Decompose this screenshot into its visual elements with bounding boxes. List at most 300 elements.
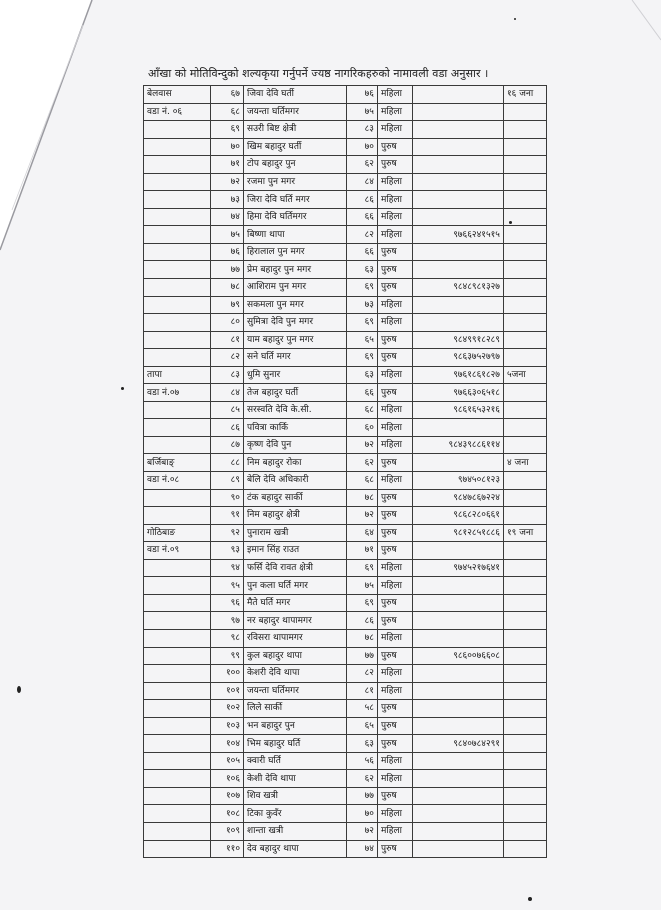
ward-cell	[144, 138, 211, 156]
ward-cell	[144, 787, 211, 805]
age-cell: ७७	[347, 647, 378, 665]
ward-cell	[144, 349, 211, 367]
name-cell: सरस्वति देवि के.सी.	[244, 401, 347, 419]
ward-total-cell	[504, 243, 547, 261]
age-cell: ७७	[347, 787, 378, 805]
name-cell: टिका कुवँर	[244, 805, 347, 823]
serial-number-cell: १०३	[211, 717, 244, 735]
name-cell: केशी देवि थापा	[244, 770, 347, 788]
name-cell: क्वारी घर्ति	[244, 752, 347, 770]
gender-cell: महिला	[378, 436, 413, 454]
gender-cell: पुरुष	[378, 787, 413, 805]
serial-number-cell: ९७	[211, 612, 244, 630]
ward-cell	[144, 700, 211, 718]
gender-cell: महिला	[378, 665, 413, 683]
ward-cell	[144, 594, 211, 612]
gender-cell: महिला	[378, 419, 413, 437]
age-cell: ६६	[347, 208, 378, 226]
name-cell: कुल बहादुर थापा	[244, 647, 347, 665]
serial-number-cell: ८०	[211, 314, 244, 332]
phone-cell: ९८६३७५२७९७	[413, 349, 504, 367]
gender-cell: पुरुष	[378, 507, 413, 525]
ward-total-cell	[504, 103, 547, 121]
ward-cell	[144, 296, 211, 314]
ward-cell: वडा नं.०८	[144, 472, 211, 490]
table-row	[144, 173, 547, 191]
phone-cell: ९८१२८५१८८६	[413, 524, 504, 542]
scan-speck	[121, 387, 124, 390]
table-row	[144, 524, 547, 542]
table-row	[144, 717, 547, 735]
ward-total-cell	[504, 717, 547, 735]
phone-cell: ९७६६२४१५१५	[413, 226, 504, 244]
phone-cell	[413, 542, 504, 560]
table-row	[144, 735, 547, 753]
name-cell: जिरा देवि घर्ति मगर	[244, 191, 347, 209]
serial-number-cell: १०२	[211, 700, 244, 718]
phone-cell: ९८४७८६७२२४	[413, 489, 504, 507]
age-cell: ७१	[347, 542, 378, 560]
phone-cell	[413, 629, 504, 647]
ward-total-cell	[504, 384, 547, 402]
name-cell: धुमि सुनार	[244, 366, 347, 384]
phone-cell: ९७४५०८१२३	[413, 472, 504, 490]
gender-cell: महिला	[378, 822, 413, 840]
ward-cell: गोठिबाङ	[144, 524, 211, 542]
ward-cell	[144, 805, 211, 823]
ward-total-cell	[504, 787, 547, 805]
age-cell: ८४	[347, 173, 378, 191]
serial-number-cell: ६७	[211, 86, 244, 104]
serial-number-cell: ९९	[211, 647, 244, 665]
phone-cell	[413, 86, 504, 104]
ward-cell	[144, 226, 211, 244]
ward-cell	[144, 612, 211, 630]
serial-number-cell: ९४	[211, 559, 244, 577]
phone-cell	[413, 577, 504, 595]
serial-number-cell: ८३	[211, 366, 244, 384]
gender-cell: महिला	[378, 770, 413, 788]
ward-cell	[144, 436, 211, 454]
age-cell: ५६	[347, 752, 378, 770]
serial-number-cell: ७६	[211, 243, 244, 261]
ward-total-cell	[504, 261, 547, 279]
age-cell: ७२	[347, 507, 378, 525]
gender-cell: पुरुष	[378, 647, 413, 665]
gender-cell: महिला	[378, 559, 413, 577]
age-cell: ६६	[347, 384, 378, 402]
serial-number-cell: ८७	[211, 436, 244, 454]
table-row	[144, 840, 547, 858]
age-cell: ५८	[347, 700, 378, 718]
table-row	[144, 208, 547, 226]
ward-total-cell	[504, 647, 547, 665]
ward-cell	[144, 629, 211, 647]
ward-total-cell	[504, 296, 547, 314]
table-row	[144, 191, 547, 209]
phone-cell	[413, 665, 504, 683]
age-cell: ६६	[347, 243, 378, 261]
age-cell: ६२	[347, 156, 378, 174]
name-cell: सउरी बिष्ट क्षेत्री	[244, 121, 347, 139]
table-row	[144, 770, 547, 788]
age-cell: ६९	[347, 279, 378, 297]
serial-number-cell: ७२	[211, 173, 244, 191]
ward-total-cell: १६ जना	[504, 86, 547, 104]
gender-cell: पुरुष	[378, 349, 413, 367]
serial-number-cell: ९६	[211, 594, 244, 612]
phone-cell	[413, 682, 504, 700]
age-cell: ६३	[347, 261, 378, 279]
table-row	[144, 542, 547, 560]
age-cell: ८३	[347, 121, 378, 139]
roster-table	[143, 85, 547, 858]
ward-cell	[144, 401, 211, 419]
roster-table-body	[144, 86, 547, 858]
phone-cell	[413, 717, 504, 735]
ward-cell	[144, 770, 211, 788]
table-row	[144, 138, 547, 156]
ward-cell	[144, 121, 211, 139]
table-row	[144, 156, 547, 174]
gender-cell: पुरुष	[378, 156, 413, 174]
name-cell: भन बहादुर पुन	[244, 717, 347, 735]
table-row	[144, 665, 547, 683]
ward-cell	[144, 279, 211, 297]
age-cell: ७४	[347, 840, 378, 858]
gender-cell: पुरुष	[378, 700, 413, 718]
phone-cell	[413, 594, 504, 612]
ward-cell	[144, 507, 211, 525]
name-cell: शिव खत्री	[244, 787, 347, 805]
name-cell: सने घर्ति मगर	[244, 349, 347, 367]
table-row	[144, 296, 547, 314]
serial-number-cell: ७८	[211, 279, 244, 297]
ward-cell	[144, 331, 211, 349]
ward-total-cell	[504, 121, 547, 139]
ward-total-cell: ५जना	[504, 366, 547, 384]
age-cell: ६५	[347, 331, 378, 349]
name-cell: सुमित्रा देवि पुन मगर	[244, 314, 347, 332]
gender-cell: पुरुष	[378, 279, 413, 297]
gender-cell: महिला	[378, 366, 413, 384]
phone-cell	[413, 752, 504, 770]
document-title: आँखा को मोतिविन्दुको शल्यकृया गर्नुपर्ने ज्यष्ठ नागरिकहरुको नामावली वडा अनुसार ।	[148, 67, 489, 80]
table-row	[144, 472, 547, 490]
serial-number-cell: १०६	[211, 770, 244, 788]
serial-number-cell: ९१	[211, 507, 244, 525]
age-cell: ६९	[347, 594, 378, 612]
ward-cell	[144, 489, 211, 507]
gender-cell: महिला	[378, 296, 413, 314]
age-cell: ७८	[347, 629, 378, 647]
table-row	[144, 822, 547, 840]
table-row	[144, 787, 547, 805]
serial-number-cell: ११०	[211, 840, 244, 858]
age-cell: ६२	[347, 454, 378, 472]
serial-number-cell: ८१	[211, 331, 244, 349]
phone-cell: ९८६००७६६०८	[413, 647, 504, 665]
serial-number-cell: १००	[211, 665, 244, 683]
table-row	[144, 594, 547, 612]
gender-cell: पुरुष	[378, 331, 413, 349]
ward-total-cell	[504, 822, 547, 840]
age-cell: ७८	[347, 489, 378, 507]
table-row	[144, 752, 547, 770]
ward-total-cell	[504, 226, 547, 244]
ward-cell	[144, 208, 211, 226]
phone-cell: ९७६६३०६५१८	[413, 384, 504, 402]
table-row	[144, 384, 547, 402]
age-cell: ७०	[347, 805, 378, 823]
table-row	[144, 226, 547, 244]
table-row	[144, 121, 547, 139]
name-cell: रजमा पुन मगर	[244, 173, 347, 191]
serial-number-cell: ७९	[211, 296, 244, 314]
serial-number-cell: ७३	[211, 191, 244, 209]
age-cell: ६०	[347, 419, 378, 437]
table-row	[144, 559, 547, 577]
ward-total-cell	[504, 752, 547, 770]
gender-cell: पुरुष	[378, 454, 413, 472]
name-cell: पुनाराम खत्री	[244, 524, 347, 542]
name-cell: शान्ता खत्री	[244, 822, 347, 840]
name-cell: कृष्ण देवि पुन	[244, 436, 347, 454]
phone-cell: ९८६८२८०६६१	[413, 507, 504, 525]
name-cell: हिरालाल पुन मगर	[244, 243, 347, 261]
age-cell: ८६	[347, 191, 378, 209]
phone-cell	[413, 156, 504, 174]
name-cell: फर्सि देवि रावत क्षेत्री	[244, 559, 347, 577]
name-cell: केशरी देवि थापा	[244, 665, 347, 683]
ward-cell	[144, 314, 211, 332]
ward-total-cell	[504, 138, 547, 156]
name-cell: जयन्ता घर्तिमगर	[244, 682, 347, 700]
name-cell: नर बहादुर थापामगर	[244, 612, 347, 630]
table-row	[144, 612, 547, 630]
ward-total-cell	[504, 279, 547, 297]
name-cell: निम बहादुर क्षेत्री	[244, 507, 347, 525]
age-cell: ६४	[347, 524, 378, 542]
serial-number-cell: ९२	[211, 524, 244, 542]
serial-number-cell: ८४	[211, 384, 244, 402]
table-row	[144, 647, 547, 665]
ward-cell: वडा नं. ०६	[144, 103, 211, 121]
age-cell: ६९	[347, 559, 378, 577]
table-row	[144, 279, 547, 297]
gender-cell: पुरुष	[378, 524, 413, 542]
age-cell: ८२	[347, 226, 378, 244]
name-cell: भिम बहादुर घर्ति	[244, 735, 347, 753]
table-row	[144, 454, 547, 472]
phone-cell	[413, 840, 504, 858]
name-cell: खिम बहादुर घर्ती	[244, 138, 347, 156]
table-row	[144, 419, 547, 437]
table-row	[144, 577, 547, 595]
gender-cell: पुरुष	[378, 243, 413, 261]
serial-number-cell: १०१	[211, 682, 244, 700]
table-row	[144, 86, 547, 104]
ward-total-cell	[504, 559, 547, 577]
phone-cell: ९८४८९८१३२७	[413, 279, 504, 297]
name-cell: प्रेम बहादुर पुन मगर	[244, 261, 347, 279]
serial-number-cell: १०९	[211, 822, 244, 840]
table-row	[144, 349, 547, 367]
ward-total-cell	[504, 770, 547, 788]
serial-number-cell: ७५	[211, 226, 244, 244]
table-row	[144, 401, 547, 419]
serial-number-cell: ९८	[211, 629, 244, 647]
phone-cell	[413, 261, 504, 279]
serial-number-cell: ७०	[211, 138, 244, 156]
phone-cell	[413, 822, 504, 840]
phone-cell	[413, 103, 504, 121]
serial-number-cell: ७४	[211, 208, 244, 226]
table-row	[144, 629, 547, 647]
gender-cell: महिला	[378, 226, 413, 244]
name-cell: जिवा देवि घर्ती	[244, 86, 347, 104]
ward-total-cell	[504, 577, 547, 595]
name-cell: देव बहादुर थापा	[244, 840, 347, 858]
phone-cell	[413, 787, 504, 805]
gender-cell: महिला	[378, 805, 413, 823]
table-row	[144, 700, 547, 718]
ward-total-cell	[504, 805, 547, 823]
gender-cell: महिला	[378, 103, 413, 121]
ward-cell	[144, 419, 211, 437]
age-cell: ६२	[347, 770, 378, 788]
gender-cell: महिला	[378, 191, 413, 209]
name-cell: टंक बहादुर सार्की	[244, 489, 347, 507]
ward-cell	[144, 647, 211, 665]
phone-cell	[413, 805, 504, 823]
ward-total-cell: १९ जना	[504, 524, 547, 542]
ward-total-cell	[504, 472, 547, 490]
phone-cell	[413, 419, 504, 437]
name-cell: बेलि देवि अधिकारी	[244, 472, 347, 490]
name-cell: रविसरा थापामगर	[244, 629, 347, 647]
name-cell: हिमा देवि घर्तिमगर	[244, 208, 347, 226]
phone-cell: ९८६१६५३२१६	[413, 401, 504, 419]
ward-total-cell	[504, 401, 547, 419]
ward-cell: वडा नं.०७	[144, 384, 211, 402]
ward-total-cell	[504, 507, 547, 525]
table-row	[144, 682, 547, 700]
scan-speck	[528, 897, 532, 901]
gender-cell: महिला	[378, 86, 413, 104]
gender-cell: पुरुष	[378, 594, 413, 612]
ward-total-cell	[504, 594, 547, 612]
ward-cell	[144, 191, 211, 209]
ward-total-cell	[504, 612, 547, 630]
serial-number-cell: ९५	[211, 577, 244, 595]
phone-cell	[413, 296, 504, 314]
age-cell: ६५	[347, 717, 378, 735]
name-cell: पवित्रा कार्कि	[244, 419, 347, 437]
gender-cell: महिला	[378, 314, 413, 332]
age-cell: ६९	[347, 314, 378, 332]
gender-cell: पुरुष	[378, 489, 413, 507]
age-cell: ७३	[347, 296, 378, 314]
phone-cell	[413, 243, 504, 261]
ward-total-cell	[504, 156, 547, 174]
gender-cell: पुरुष	[378, 261, 413, 279]
phone-cell	[413, 612, 504, 630]
age-cell: ८६	[347, 612, 378, 630]
gender-cell: पुरुष	[378, 542, 413, 560]
ward-total-cell	[504, 489, 547, 507]
name-cell: पुन कला घर्ति मगर	[244, 577, 347, 595]
ward-total-cell	[504, 629, 547, 647]
name-cell: बिष्णा थापा	[244, 226, 347, 244]
ward-total-cell	[504, 419, 547, 437]
age-cell: ६८	[347, 401, 378, 419]
ward-cell	[144, 682, 211, 700]
serial-number-cell: १०५	[211, 752, 244, 770]
phone-cell: ९८४३९८८६११४	[413, 436, 504, 454]
ward-total-cell	[504, 314, 547, 332]
scan-speck	[17, 686, 21, 693]
age-cell: ६८	[347, 472, 378, 490]
gender-cell: पुरुष	[378, 735, 413, 753]
scan-speck	[509, 221, 512, 224]
name-cell: मैते घर्ति मगर	[244, 594, 347, 612]
gender-cell: महिला	[378, 173, 413, 191]
ward-total-cell	[504, 840, 547, 858]
serial-number-cell: १०४	[211, 735, 244, 753]
serial-number-cell: ९३	[211, 542, 244, 560]
phone-cell	[413, 700, 504, 718]
gender-cell: पुरुष	[378, 138, 413, 156]
age-cell: ७२	[347, 436, 378, 454]
name-cell: लिले सार्की	[244, 700, 347, 718]
ward-total-cell	[504, 542, 547, 560]
scan-speck	[514, 18, 516, 20]
name-cell: जयन्ता घर्तिमगर	[244, 103, 347, 121]
name-cell: इमान सिंह राउत	[244, 542, 347, 560]
table-row	[144, 331, 547, 349]
ward-cell	[144, 717, 211, 735]
ward-total-cell: ४ जना	[504, 454, 547, 472]
gender-cell: महिला	[378, 472, 413, 490]
serial-number-cell: ७७	[211, 261, 244, 279]
ward-cell	[144, 665, 211, 683]
gender-cell: महिला	[378, 121, 413, 139]
table-row	[144, 314, 547, 332]
ward-total-cell	[504, 331, 547, 349]
phone-cell	[413, 173, 504, 191]
age-cell: ६९	[347, 349, 378, 367]
phone-cell	[413, 770, 504, 788]
age-cell: ७५	[347, 103, 378, 121]
ward-cell: तापा	[144, 366, 211, 384]
serial-number-cell: ९०	[211, 489, 244, 507]
serial-number-cell: ७१	[211, 156, 244, 174]
name-cell: निम बहादुर रोका	[244, 454, 347, 472]
phone-cell	[413, 138, 504, 156]
name-cell: तेज बहादुर घर्ती	[244, 384, 347, 402]
ward-cell: बर्जिबाङ्	[144, 454, 211, 472]
serial-number-cell: १०८	[211, 805, 244, 823]
age-cell: ८२	[347, 665, 378, 683]
table-row	[144, 103, 547, 121]
age-cell: ८१	[347, 682, 378, 700]
table-row	[144, 805, 547, 823]
ward-cell	[144, 577, 211, 595]
table-row	[144, 436, 547, 454]
table-row	[144, 366, 547, 384]
ward-cell	[144, 559, 211, 577]
